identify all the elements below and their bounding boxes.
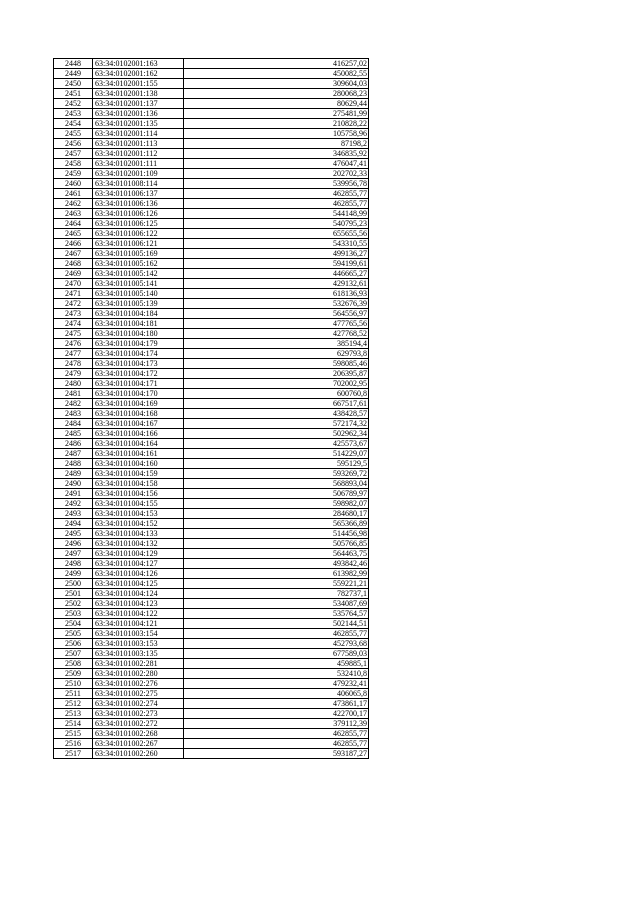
table-row: [54, 749, 369, 759]
value-cell: 427768,52: [184, 329, 369, 339]
value-cell: 598085,46: [184, 359, 369, 369]
cadastral-number-cell: 63:34:0101004:133: [93, 529, 184, 539]
table-row: [54, 99, 369, 109]
row-number-cell: 2515: [54, 729, 93, 739]
table-row: [54, 159, 369, 169]
table-row: [54, 719, 369, 729]
value-cell: 477765,56: [184, 319, 369, 329]
value-cell: 462855,77: [184, 199, 369, 209]
cadastral-number-cell: 63:34:0101004:169: [93, 399, 184, 409]
row-number-cell: 2456: [54, 139, 93, 149]
value-cell: 206395,87: [184, 369, 369, 379]
value-cell: 459885,1: [184, 659, 369, 669]
table-row: [54, 549, 369, 559]
row-number-cell: 2475: [54, 329, 93, 339]
table-row: [54, 599, 369, 609]
value-cell: 595129,5: [184, 459, 369, 469]
table-row: [54, 439, 369, 449]
value-cell: 275481,99: [184, 109, 369, 119]
cadastral-number-cell: 63:34:0101004:125: [93, 579, 184, 589]
cadastral-number-cell: 63:34:0101002:274: [93, 699, 184, 709]
table-row: [54, 59, 369, 69]
value-cell: 280068,23: [184, 89, 369, 99]
row-number-cell: 2485: [54, 429, 93, 439]
value-cell: 613982,99: [184, 569, 369, 579]
table-row: [54, 329, 369, 339]
row-number-cell: 2460: [54, 179, 93, 189]
table-row: [54, 479, 369, 489]
cadastral-number-cell: 63:34:0101004:161: [93, 449, 184, 459]
table-row: [54, 739, 369, 749]
value-cell: 446665,27: [184, 269, 369, 279]
value-cell: 105758,96: [184, 129, 369, 139]
cadastral-number-cell: 63:34:0101004:158: [93, 479, 184, 489]
row-number-cell: 2473: [54, 309, 93, 319]
value-cell: 422700,17: [184, 709, 369, 719]
table-row: [54, 729, 369, 739]
value-cell: 629793,8: [184, 349, 369, 359]
table-row: [54, 139, 369, 149]
table-row: [54, 239, 369, 249]
cadastral-number-cell: 63:34:0102001:109: [93, 169, 184, 179]
table-row: [54, 189, 369, 199]
table-row: [54, 169, 369, 179]
row-number-cell: 2493: [54, 509, 93, 519]
cadastral-number-cell: 63:34:0101005:142: [93, 269, 184, 279]
value-cell: 462855,77: [184, 189, 369, 199]
row-number-cell: 2501: [54, 589, 93, 599]
table-row: [54, 219, 369, 229]
row-number-cell: 2502: [54, 599, 93, 609]
cadastral-number-cell: 63:34:0101004:168: [93, 409, 184, 419]
row-number-cell: 2483: [54, 409, 93, 419]
cadastral-number-cell: 63:34:0101002:260: [93, 749, 184, 759]
table-row: [54, 459, 369, 469]
value-cell: 438428,57: [184, 409, 369, 419]
cadastral-number-cell: 63:34:0102001:155: [93, 79, 184, 89]
table-row: [54, 409, 369, 419]
row-number-cell: 2504: [54, 619, 93, 629]
cadastral-number-cell: 63:34:0101004:171: [93, 379, 184, 389]
cadastral-number-cell: 63:34:0101005:140: [93, 289, 184, 299]
row-number-cell: 2516: [54, 739, 93, 749]
value-cell: 532676,39: [184, 299, 369, 309]
cadastral-number-cell: 63:34:0101004:127: [93, 559, 184, 569]
cadastral-number-cell: 63:34:0101004:179: [93, 339, 184, 349]
row-number-cell: 2517: [54, 749, 93, 759]
value-cell: 493842,46: [184, 559, 369, 569]
cadastral-number-cell: 63:34:0101002:267: [93, 739, 184, 749]
value-cell: 514229,07: [184, 449, 369, 459]
cadastral-number-cell: 63:34:0102001:163: [93, 59, 184, 69]
cadastral-number-cell: 63:34:0101008:114: [93, 179, 184, 189]
value-cell: 564463,75: [184, 549, 369, 559]
table-row: [54, 649, 369, 659]
value-cell: 425573,67: [184, 439, 369, 449]
cadastral-number-cell: 63:34:0101006:125: [93, 219, 184, 229]
value-cell: 87198,2: [184, 139, 369, 149]
value-cell: 406065,8: [184, 689, 369, 699]
table-row: [54, 579, 369, 589]
cadastral-number-cell: 63:34:0102001:113: [93, 139, 184, 149]
cadastral-number-cell: 63:34:0101004:124: [93, 589, 184, 599]
value-cell: 502144,51: [184, 619, 369, 629]
row-number-cell: 2480: [54, 379, 93, 389]
table-row: [54, 659, 369, 669]
table-row: [54, 119, 369, 129]
table-row: [54, 569, 369, 579]
row-number-cell: 2469: [54, 269, 93, 279]
row-number-cell: 2461: [54, 189, 93, 199]
table-row: [54, 229, 369, 239]
row-number-cell: 2484: [54, 419, 93, 429]
row-number-cell: 2466: [54, 239, 93, 249]
value-cell: 499136,27: [184, 249, 369, 259]
table-row: [54, 639, 369, 649]
table-row: [54, 419, 369, 429]
table-row: [54, 179, 369, 189]
value-cell: 346835,92: [184, 149, 369, 159]
cadastral-number-cell: 63:34:0102001:137: [93, 99, 184, 109]
value-cell: 565366,89: [184, 519, 369, 529]
value-cell: 309604,03: [184, 79, 369, 89]
row-number-cell: 2494: [54, 519, 93, 529]
row-number-cell: 2476: [54, 339, 93, 349]
cadastral-number-cell: 63:34:0101005:169: [93, 249, 184, 259]
row-number-cell: 2514: [54, 719, 93, 729]
value-cell: 568893,04: [184, 479, 369, 489]
cadastral-number-cell: 63:34:0101002:281: [93, 659, 184, 669]
row-number-cell: 2509: [54, 669, 93, 679]
row-number-cell: 2454: [54, 119, 93, 129]
value-cell: 593269,72: [184, 469, 369, 479]
cadastral-number-cell: 63:34:0101006:121: [93, 239, 184, 249]
cadastral-number-cell: 63:34:0101004:166: [93, 429, 184, 439]
table-row: [54, 539, 369, 549]
table-row: [54, 79, 369, 89]
row-number-cell: 2482: [54, 399, 93, 409]
row-number-cell: 2503: [54, 609, 93, 619]
table-row: [54, 399, 369, 409]
value-cell: 505766,85: [184, 539, 369, 549]
table-row: [54, 589, 369, 599]
table-row: [54, 299, 369, 309]
cadastral-number-cell: 63:34:0101006:122: [93, 229, 184, 239]
row-number-cell: 2481: [54, 389, 93, 399]
table-row: [54, 289, 369, 299]
cadastral-number-cell: 63:34:0101005:139: [93, 299, 184, 309]
table-row: [54, 319, 369, 329]
value-cell: 385194,4: [184, 339, 369, 349]
cadastral-number-cell: 63:34:0102001:111: [93, 159, 184, 169]
cadastral-number-cell: 63:34:0101003:153: [93, 639, 184, 649]
cadastral-number-cell: 63:34:0101006:136: [93, 199, 184, 209]
value-cell: 462855,77: [184, 739, 369, 749]
value-cell: 532410,8: [184, 669, 369, 679]
value-cell: 429132,61: [184, 279, 369, 289]
row-number-cell: 2451: [54, 89, 93, 99]
row-number-cell: 2471: [54, 289, 93, 299]
value-cell: 450082,55: [184, 69, 369, 79]
row-number-cell: 2450: [54, 79, 93, 89]
cadastral-number-cell: 63:34:0101004:155: [93, 499, 184, 509]
value-cell: 535764,57: [184, 609, 369, 619]
cadastral-number-cell: 63:34:0101002:268: [93, 729, 184, 739]
cadastral-number-cell: 63:34:0102001:138: [93, 89, 184, 99]
value-cell: 543310,55: [184, 239, 369, 249]
cadastral-number-cell: 63:34:0101004:132: [93, 539, 184, 549]
cadastral-number-cell: 63:34:0101006:126: [93, 209, 184, 219]
table-row: [54, 369, 369, 379]
row-number-cell: 2478: [54, 359, 93, 369]
table-row: [54, 699, 369, 709]
row-number-cell: 2479: [54, 369, 93, 379]
value-cell: 502962,34: [184, 429, 369, 439]
table-row: [54, 669, 369, 679]
table-row: [54, 389, 369, 399]
value-cell: 210828,22: [184, 119, 369, 129]
table-row: [54, 199, 369, 209]
table-row: [54, 339, 369, 349]
row-number-cell: 2468: [54, 259, 93, 269]
row-number-cell: 2497: [54, 549, 93, 559]
cadastral-number-cell: 63:34:0102001:114: [93, 129, 184, 139]
row-number-cell: 2506: [54, 639, 93, 649]
value-cell: 476047,41: [184, 159, 369, 169]
row-number-cell: 2495: [54, 529, 93, 539]
table-row: [54, 149, 369, 159]
cadastral-number-cell: 63:34:0101004:156: [93, 489, 184, 499]
value-cell: 462855,77: [184, 729, 369, 739]
value-cell: 600760,8: [184, 389, 369, 399]
value-cell: 559221,21: [184, 579, 369, 589]
cadastral-number-cell: 63:34:0101004:180: [93, 329, 184, 339]
value-cell: 540795,23: [184, 219, 369, 229]
table-row: [54, 509, 369, 519]
value-cell: 782737,1: [184, 589, 369, 599]
value-cell: 462855,77: [184, 629, 369, 639]
row-number-cell: 2508: [54, 659, 93, 669]
table-row: [54, 109, 369, 119]
row-number-cell: 2457: [54, 149, 93, 159]
cadastral-number-cell: 63:34:0101004:173: [93, 359, 184, 369]
row-number-cell: 2490: [54, 479, 93, 489]
value-cell: 677589,03: [184, 649, 369, 659]
table-row: [54, 379, 369, 389]
row-number-cell: 2487: [54, 449, 93, 459]
row-number-cell: 2455: [54, 129, 93, 139]
row-number-cell: 2510: [54, 679, 93, 689]
cadastral-number-cell: 63:34:0102001:112: [93, 149, 184, 159]
value-cell: 284680,17: [184, 509, 369, 519]
cadastral-number-cell: 63:34:0101004:121: [93, 619, 184, 629]
cadastral-number-cell: 63:34:0101004:172: [93, 369, 184, 379]
table-row: [54, 359, 369, 369]
table-row: [54, 469, 369, 479]
table-row: [54, 519, 369, 529]
table-row: [54, 69, 369, 79]
value-cell: 534087,69: [184, 599, 369, 609]
row-number-cell: 2513: [54, 709, 93, 719]
row-number-cell: 2458: [54, 159, 93, 169]
table-row: [54, 129, 369, 139]
table-row: [54, 249, 369, 259]
cadastral-number-cell: 63:34:0101005:141: [93, 279, 184, 289]
row-number-cell: 2474: [54, 319, 93, 329]
value-cell: 539956,78: [184, 179, 369, 189]
table-row: [54, 529, 369, 539]
row-number-cell: 2500: [54, 579, 93, 589]
table-row: [54, 499, 369, 509]
table-row: [54, 489, 369, 499]
value-cell: 379112,39: [184, 719, 369, 729]
value-cell: 452793,68: [184, 639, 369, 649]
row-number-cell: 2464: [54, 219, 93, 229]
cadastral-number-cell: 63:34:0101004:152: [93, 519, 184, 529]
value-cell: 593187,27: [184, 749, 369, 759]
value-cell: 80629,44: [184, 99, 369, 109]
table-row: [54, 449, 369, 459]
row-number-cell: 2465: [54, 229, 93, 239]
row-number-cell: 2492: [54, 499, 93, 509]
value-cell: 544148,99: [184, 209, 369, 219]
data-table: [53, 58, 369, 759]
table-row: [54, 269, 369, 279]
value-cell: 506789,97: [184, 489, 369, 499]
table-row: [54, 259, 369, 269]
value-cell: 473861,17: [184, 699, 369, 709]
row-number-cell: 2499: [54, 569, 93, 579]
cadastral-number-cell: 63:34:0102001:162: [93, 69, 184, 79]
table-row: [54, 209, 369, 219]
table-row: [54, 679, 369, 689]
cadastral-number-cell: 63:34:0102001:135: [93, 119, 184, 129]
cadastral-number-cell: 63:34:0101004:181: [93, 319, 184, 329]
row-number-cell: 2496: [54, 539, 93, 549]
value-cell: 702002,95: [184, 379, 369, 389]
row-number-cell: 2511: [54, 689, 93, 699]
cadastral-number-cell: 63:34:0101002:273: [93, 709, 184, 719]
cadastral-number-cell: 63:34:0101004:184: [93, 309, 184, 319]
cadastral-number-cell: 63:34:0101005:162: [93, 259, 184, 269]
value-cell: 202702,33: [184, 169, 369, 179]
row-number-cell: 2453: [54, 109, 93, 119]
row-number-cell: 2448: [54, 59, 93, 69]
value-cell: 564556,97: [184, 309, 369, 319]
cadastral-number-cell: 63:34:0102001:136: [93, 109, 184, 119]
row-number-cell: 2477: [54, 349, 93, 359]
table-row: [54, 629, 369, 639]
table-row: [54, 609, 369, 619]
cadastral-number-cell: 63:34:0101004:122: [93, 609, 184, 619]
table-row: [54, 89, 369, 99]
row-number-cell: 2470: [54, 279, 93, 289]
row-number-cell: 2491: [54, 489, 93, 499]
table-row: [54, 349, 369, 359]
row-number-cell: 2505: [54, 629, 93, 639]
cadastral-number-cell: 63:34:0101004:174: [93, 349, 184, 359]
row-number-cell: 2462: [54, 199, 93, 209]
table-row: [54, 559, 369, 569]
cadastral-number-cell: 63:34:0101002:280: [93, 669, 184, 679]
row-number-cell: 2498: [54, 559, 93, 569]
cadastral-number-cell: 63:34:0101004:167: [93, 419, 184, 429]
row-number-cell: 2488: [54, 459, 93, 469]
value-cell: 514456,98: [184, 529, 369, 539]
cadastral-number-cell: 63:34:0101006:137: [93, 189, 184, 199]
row-number-cell: 2472: [54, 299, 93, 309]
table-row: [54, 689, 369, 699]
table-body: [54, 59, 369, 759]
row-number-cell: 2449: [54, 69, 93, 79]
cadastral-number-cell: 63:34:0101002:276: [93, 679, 184, 689]
cadastral-number-cell: 63:34:0101003:135: [93, 649, 184, 659]
row-number-cell: 2452: [54, 99, 93, 109]
table-row: [54, 279, 369, 289]
row-number-cell: 2463: [54, 209, 93, 219]
cadastral-number-cell: 63:34:0101004:123: [93, 599, 184, 609]
cadastral-number-cell: 63:34:0101004:129: [93, 549, 184, 559]
table-row: [54, 429, 369, 439]
row-number-cell: 2507: [54, 649, 93, 659]
cadastral-number-cell: 63:34:0101004:126: [93, 569, 184, 579]
cadastral-number-cell: 63:34:0101004:153: [93, 509, 184, 519]
value-cell: 598982,07: [184, 499, 369, 509]
value-cell: 572174,32: [184, 419, 369, 429]
row-number-cell: 2486: [54, 439, 93, 449]
cadastral-number-cell: 63:34:0101004:164: [93, 439, 184, 449]
value-cell: 594199,61: [184, 259, 369, 269]
row-number-cell: 2489: [54, 469, 93, 479]
table-row: [54, 709, 369, 719]
row-number-cell: 2459: [54, 169, 93, 179]
cadastral-number-cell: 63:34:0101003:154: [93, 629, 184, 639]
value-cell: 479232,41: [184, 679, 369, 689]
cadastral-number-cell: 63:34:0101004:160: [93, 459, 184, 469]
row-number-cell: 2512: [54, 699, 93, 709]
cadastral-number-cell: 63:34:0101002:272: [93, 719, 184, 729]
value-cell: 416257,02: [184, 59, 369, 69]
row-number-cell: 2467: [54, 249, 93, 259]
cadastral-number-cell: 63:34:0101004:159: [93, 469, 184, 479]
value-cell: 655655,56: [184, 229, 369, 239]
value-cell: 667517,61: [184, 399, 369, 409]
cadastral-number-cell: 63:34:0101004:170: [93, 389, 184, 399]
table-row: [54, 619, 369, 629]
value-cell: 618136,93: [184, 289, 369, 299]
cadastral-number-cell: 63:34:0101002:275: [93, 689, 184, 699]
table-row: [54, 309, 369, 319]
